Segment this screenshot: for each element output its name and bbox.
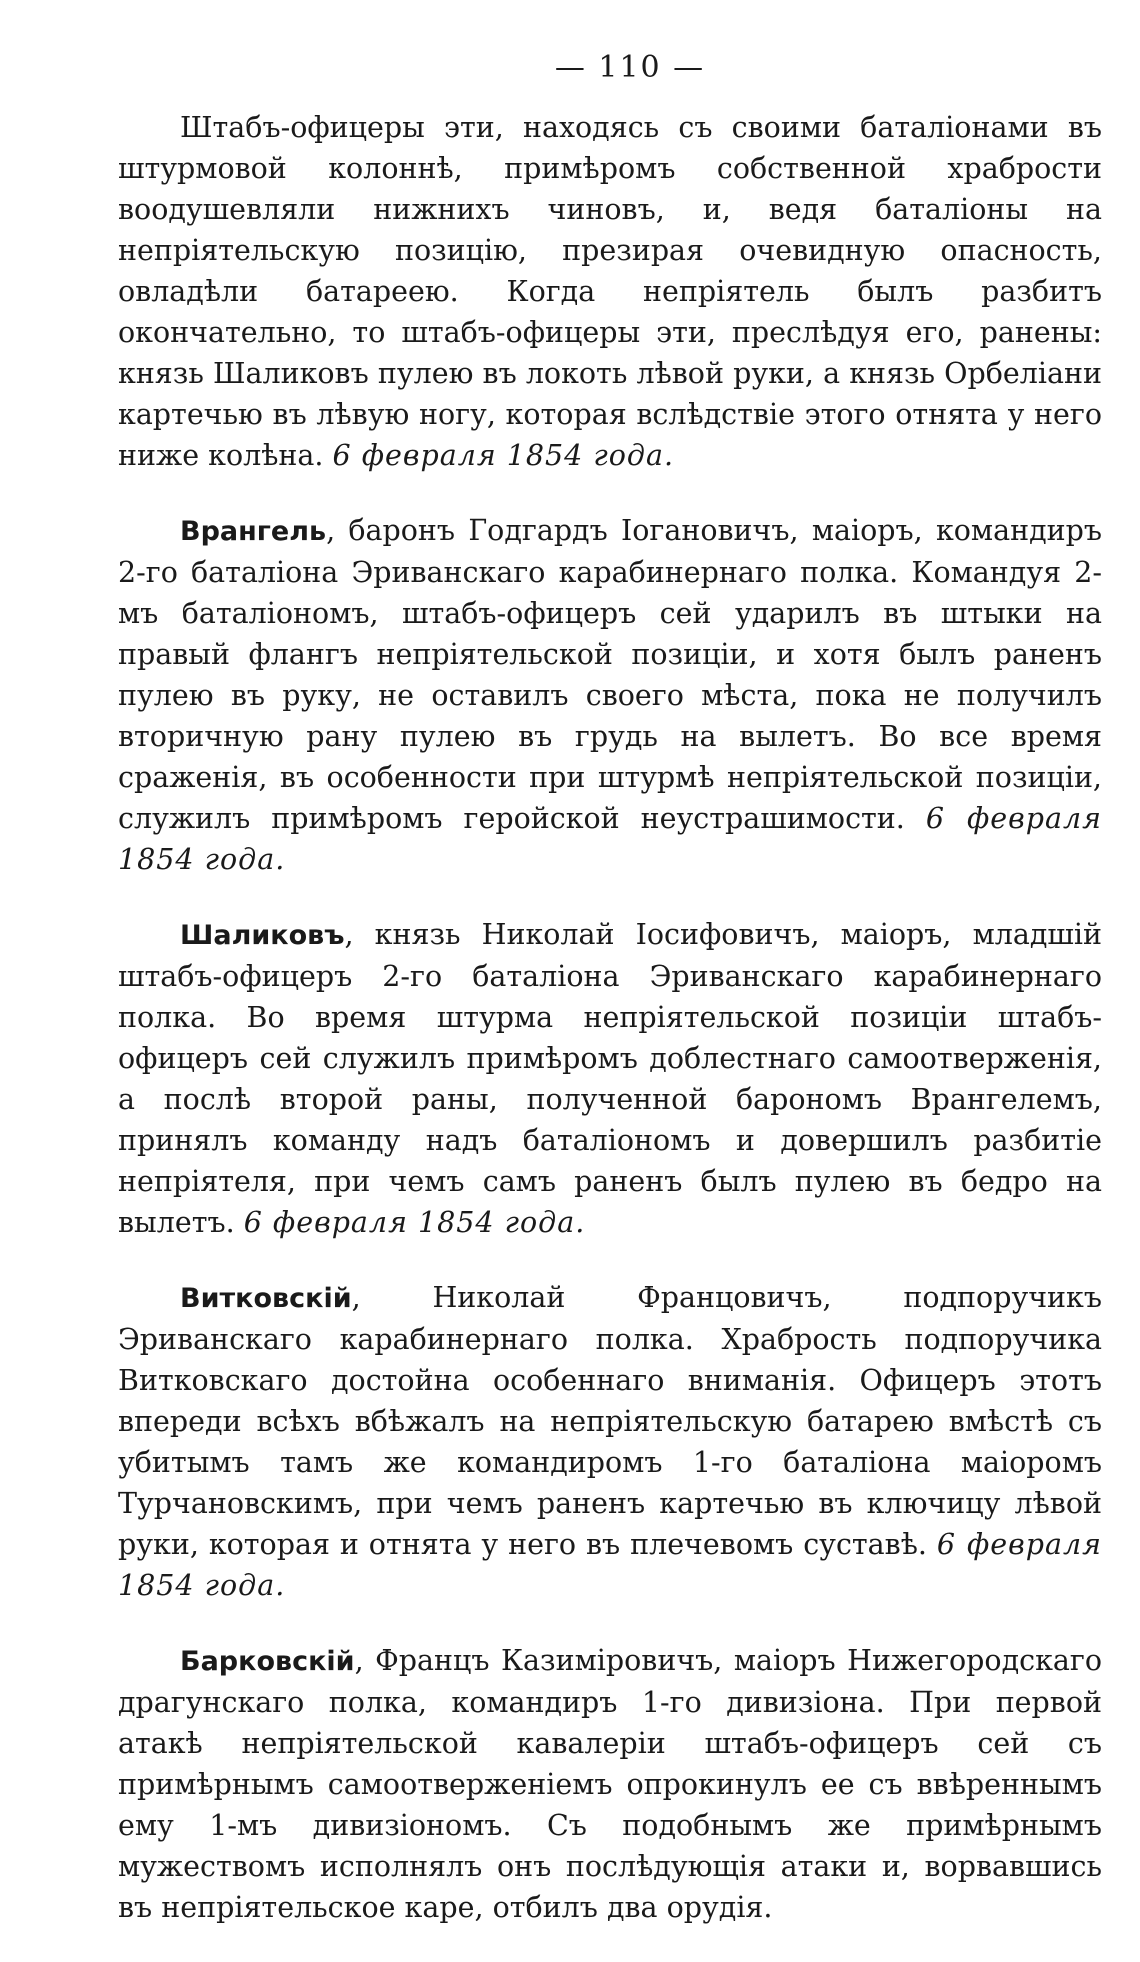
award-date: 6 февраля 1854 года. [243, 1206, 586, 1239]
paragraph-text: Штабъ-офицеры эти, находясь съ своими баталіонами въ штурмовой колоннѣ, примѣромъ собственной храбрости воодушевляли нижнихъ чиновъ, и, ведя баталіоны на непріятельскую позицію, презирая очевидную опасность, овладѣли батареею. Когда непріятель былъ разбитъ окончательно, то штабъ-офицеры эти, преслѣдуя его, ранены: князь Шаликовъ пулею въ локоть лѣвой руки, а князь Орбеліани картечью въ лѣвую ногу, которая вслѣдствіе этого отнята у него ниже колѣна. [118, 111, 1102, 472]
entry-barkovsky [118, 1640, 1102, 1928]
entry-shalikov [118, 914, 1102, 1243]
document-page [118, 50, 1102, 1962]
entry-text: , Францъ Казиміровичъ, маіоръ Нижегородскаго драгунскаго полка, командиръ 1-го дивизіона. При первой атакѣ непріятельской кавалеріи штабъ-офицеръ сей съ примѣрнымъ самоотверженіемъ опрокинулъ ее съ ввѣреннымъ ему 1-мъ дивизіономъ. Съ подобнымъ же примѣрнымъ мужествомъ исполнялъ онъ послѣдующія атаки и, ворвавшись въ непріятельское каре, отбилъ два орудія. [118, 1644, 1102, 1924]
award-date: 6 февраля 1854 года. [118, 802, 1103, 876]
entry-text: , князь Николай Іосифовичъ, маіоръ, младшій штабъ-офицеръ 2-го баталіона Эриванскаго карабинернаго полка. Во время штурма непріятельской позиціи штабъ-офицеръ сей служилъ примѣромъ доблестнаго самоотверженія, а послѣ второй раны, полученной барономъ Врангелемъ, принялъ команду надъ баталіономъ и довершилъ разбитіе непріятеля, при чемъ самъ раненъ былъ пулею въ бедро на вылетъ. [118, 918, 1102, 1239]
entry-wrangel [118, 510, 1102, 880]
entry-name: Шаликовъ [180, 920, 345, 951]
page-number: — 110 — [554, 50, 706, 85]
entry-name: Барковскій [180, 1646, 355, 1677]
entry-name: Врангель [180, 516, 327, 547]
award-date: 6 февраля 1854 года. [332, 439, 675, 472]
award-date: 6 февраля 1854 года. [118, 1528, 1102, 1602]
entry-text: , баронъ Годгардъ Іогановичъ, маіоръ, командиръ 2-го баталіона Эриванскаго карабинернаго полка. Командуя 2-мъ баталіономъ, штабъ-офицеръ сей ударилъ въ штыки на правый флангъ непріятельской позиціи, и хотя былъ раненъ пулею въ руку, не оставилъ своего мѣста, пока не получилъ вторичную рану пулею въ грудь на вылетъ. Во все время сраженія, въ особенности при штурмѣ непріятельской позиціи, служилъ примѣромъ геройской неустрашимости. [118, 514, 1102, 835]
entry-name: Витковскій [180, 1283, 352, 1314]
intro-paragraph [118, 107, 1102, 476]
entry-vitkovsky [118, 1277, 1102, 1606]
entry-text: , Николай Францовичъ, подпоручикъ Эриванскаго карабинернаго полка. Храбрость подпоручика Витковскаго достойна особеннаго вниманія. Офицеръ этотъ впереди всѣхъ вбѣжалъ на непріятельскую батарею вмѣстѣ съ убитымъ тамъ же командиромъ 1-го баталіона маіоромъ Турчановскимъ, при чемъ раненъ картечью въ ключицу лѣвой руки, которая и отнята у него въ плечевомъ суставѣ. [118, 1281, 1102, 1561]
